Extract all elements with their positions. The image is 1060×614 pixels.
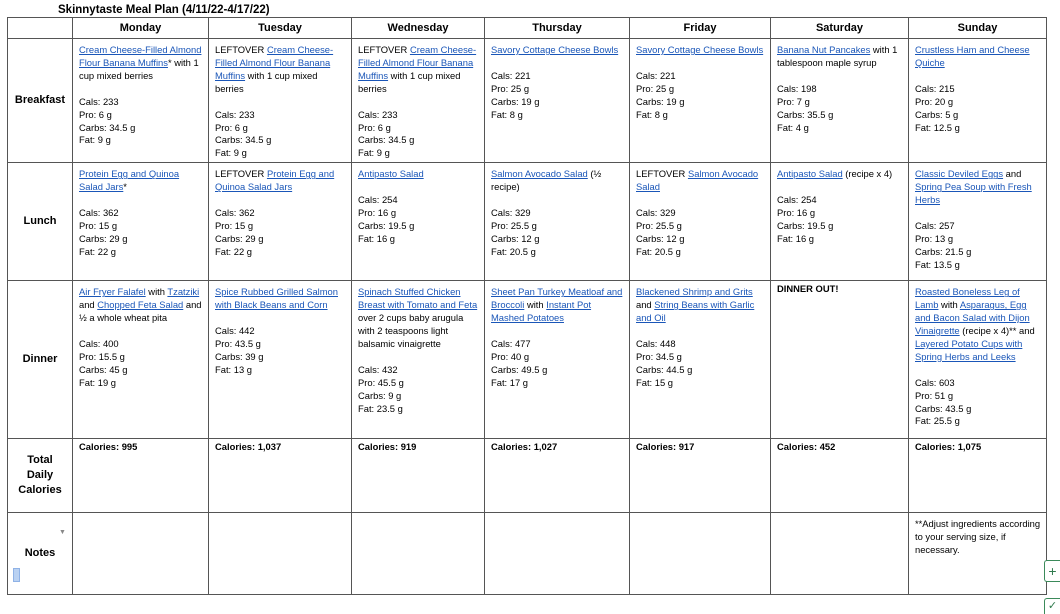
nutrition-line: Pro: 13 g [915, 232, 954, 244]
nutrition-info [636, 207, 765, 259]
total-calories-cell: Calories: 995 [73, 439, 209, 513]
nutrition-line: Carbs: 29 g [79, 232, 128, 244]
nutrition-line: Pro: 6 g [358, 121, 391, 133]
note-text [636, 515, 765, 518]
recipe-link[interactable]: Crustless Ham and Cheese Quiche [915, 44, 1030, 68]
lunch-cell [630, 163, 771, 281]
nutrition-line: Carbs: 9 g [358, 389, 402, 401]
recipe-link[interactable]: Antipasto Salad [777, 168, 843, 180]
meal-text: * with 1 cup mixed berries [79, 56, 199, 81]
recipe-link[interactable]: Spice Rubbed Grilled Salmon with Black Beans and Corn [215, 286, 338, 311]
recipe-link[interactable]: Spinach Stuffed Chicken Breast with Tomato and Feta [358, 286, 478, 311]
nutrition-line: Fat: 15 g [636, 376, 674, 388]
nutrition-line: Cals: 362 [215, 207, 255, 219]
lunch-cell [771, 163, 909, 281]
row-label-dinner: Dinner [8, 281, 73, 439]
breakfast-cell [352, 39, 485, 163]
recipe-link[interactable]: Classic Deviled Eggs [915, 168, 1004, 180]
dinner-row [8, 281, 1047, 439]
nutrition-line: Pro: 6 g [79, 108, 112, 120]
meal-text: with 1 cup mixed berries [215, 69, 318, 94]
breakfast-cell [630, 39, 771, 163]
nutrition-info [636, 70, 765, 122]
dinner-cell [209, 281, 352, 439]
notes-cell[interactable] [73, 513, 209, 595]
nutrition-line: Carbs: 29 g [215, 232, 264, 244]
nutrition-line: Cals: 198 [777, 82, 817, 94]
note-text [79, 515, 203, 518]
nutrition-info [915, 377, 1041, 429]
breakfast-row [8, 39, 1047, 163]
lunch-cell [909, 163, 1047, 281]
meal-text: and [1003, 168, 1022, 180]
total-calories-cell: Calories: 1,037 [209, 439, 352, 513]
nutrition-line: Pro: 43.5 g [215, 337, 261, 349]
nutrition-line: Cals: 257 [915, 219, 955, 231]
recipe-link[interactable]: Salmon Avocado Salad [636, 168, 759, 193]
edit-icon[interactable]: ✓ [1044, 598, 1060, 614]
nutrition-line: Pro: 15.5 g [79, 350, 125, 362]
nutrition-line: Fat: 4 g [777, 121, 809, 133]
dinner-out-label: DINNER OUT! [777, 283, 839, 295]
note-text [358, 515, 479, 518]
recipe-link[interactable]: String Beans with Garlic and Oil [636, 299, 755, 324]
meal-text: * [123, 181, 127, 193]
meal-text: with [524, 299, 547, 311]
nutrition-line: Cals: 233 [215, 108, 255, 120]
day-header: Sunday [909, 18, 1047, 39]
recipe-link[interactable]: Asparagus, Egg and Bacon Salad with Dijon Vinaigrette [915, 299, 1030, 336]
notes-cell[interactable] [352, 513, 485, 595]
nutrition-line: Fat: 17 g [491, 376, 529, 388]
nutrition-line: Cals: 233 [358, 108, 398, 120]
nutrition-line: Carbs: 19 g [636, 95, 685, 107]
notes-cell[interactable] [771, 513, 909, 595]
nutrition-info [215, 325, 346, 377]
nutrition-info [777, 194, 903, 246]
recipe-link[interactable]: Air Fryer Falafel [79, 286, 146, 298]
recipe-link[interactable]: Chopped Feta Salad [97, 299, 184, 311]
meal-text: LEFTOVER [358, 44, 410, 55]
notes-row [8, 513, 1047, 595]
nutrition-line: Pro: 45.5 g [358, 376, 404, 388]
recipe-link[interactable]: Cream Cheese-Filled Almond Flour Banana Muffins [358, 44, 477, 81]
nutrition-info [79, 96, 203, 148]
meal-text: with 1 cup mixed berries [358, 69, 461, 94]
nutrition-line: Pro: 15 g [79, 219, 118, 231]
nutrition-line: Fat: 22 g [215, 245, 253, 257]
nutrition-line: Fat: 20.5 g [636, 245, 681, 257]
recipe-link[interactable]: Cream Cheese-Filled Almond Flour Banana Muffins [79, 44, 202, 68]
lunch-cell [209, 163, 352, 281]
nutrition-info [79, 338, 203, 390]
lunch-cell [73, 163, 209, 281]
nutrition-line: Fat: 16 g [777, 232, 815, 244]
meal-description [358, 41, 479, 96]
dinner-cell [909, 281, 1047, 439]
total-calories-cell: Calories: 919 [352, 439, 485, 513]
meal-description [215, 283, 346, 312]
notes-cell[interactable] [909, 513, 1047, 595]
total-calories-row [8, 439, 1047, 513]
nutrition-line: Pro: 16 g [777, 207, 816, 219]
nutrition-line: Cals: 254 [358, 194, 398, 206]
nutrition-line: Carbs: 39 g [215, 350, 264, 362]
breakfast-cell [771, 39, 909, 163]
recipe-link[interactable]: Antipasto Salad [358, 168, 424, 180]
meal-description [636, 283, 765, 325]
nutrition-line: Fat: 20.5 g [491, 245, 536, 257]
lunch-row [8, 163, 1047, 281]
note-text [777, 515, 903, 518]
nutrition-info [358, 194, 479, 246]
meal-description [79, 165, 203, 194]
nutrition-info [215, 207, 346, 259]
meal-description [358, 283, 479, 351]
lunch-cell [485, 163, 630, 281]
day-header: Monday [73, 18, 209, 39]
nutrition-line: Pro: 16 g [358, 207, 397, 219]
nutrition-line: Fat: 23.5 g [358, 402, 403, 414]
nutrition-line: Pro: 51 g [915, 389, 954, 401]
meal-description [915, 165, 1041, 207]
dinner-cell [73, 281, 209, 439]
recipe-link[interactable]: Instant Pot Mashed Potatoes [491, 299, 592, 324]
meal-description [915, 41, 1041, 70]
nutrition-line: Fat: 12.5 g [915, 121, 960, 133]
nutrition-line: Fat: 19 g [79, 376, 117, 388]
nutrition-line: Cals: 603 [915, 376, 955, 388]
nutrition-line: Pro: 7 g [777, 95, 810, 107]
total-calories-cell: Calories: 1,027 [485, 439, 630, 513]
nutrition-info [491, 70, 624, 122]
recipe-link[interactable]: Sheet Pan Turkey Meatloaf and Broccoli [491, 286, 623, 311]
meal-description [491, 165, 624, 194]
meal-text: LEFTOVER [215, 44, 267, 55]
nutrition-line: Carbs: 19.5 g [358, 219, 415, 231]
text-cursor-marker [13, 568, 20, 582]
nutrition-line: Pro: 40 g [491, 350, 530, 362]
nutrition-line: Carbs: 35.5 g [777, 108, 834, 120]
nutrition-info [358, 109, 479, 161]
meal-description [636, 165, 765, 194]
nutrition-line: Carbs: 45 g [79, 363, 128, 375]
nutrition-line: Pro: 20 g [915, 95, 954, 107]
nutrition-info [491, 338, 624, 390]
total-calories-cell: Calories: 917 [630, 439, 771, 513]
nutrition-line: Carbs: 49.5 g [491, 363, 548, 375]
recipe-link[interactable]: Protein Egg and Quinoa Salad Jars [215, 168, 335, 193]
meal-description [491, 283, 624, 325]
add-comment-icon[interactable]: + [1044, 560, 1060, 582]
day-header: Thursday [485, 18, 630, 39]
day-header: Tuesday [209, 18, 352, 39]
meal-description [358, 165, 479, 181]
nutrition-line: Fat: 16 g [358, 232, 396, 244]
dinner-cell [352, 281, 485, 439]
nutrition-line: Cals: 233 [79, 95, 119, 107]
meal-text: LEFTOVER [636, 168, 688, 180]
note-text: **Adjust ingredients according to your serving size, if necessary. [915, 518, 1041, 556]
nutrition-info [491, 207, 624, 259]
note-text [215, 515, 346, 518]
meal-text: with 1 tablespoon maple syrup [777, 44, 898, 68]
dinner-cell [485, 281, 630, 439]
breakfast-cell [209, 39, 352, 163]
meal-text: (recipe x 4)** and [959, 324, 1035, 336]
nutrition-line: Pro: 25 g [491, 82, 530, 94]
meal-description [777, 165, 903, 181]
recipe-link[interactable]: Tzatziki [167, 286, 200, 298]
meal-description [79, 41, 203, 83]
nutrition-line: Cals: 432 [358, 363, 398, 375]
nutrition-line: Carbs: 12 g [491, 232, 540, 244]
nutrition-line: Fat: 22 g [79, 245, 117, 257]
nutrition-line: Pro: 6 g [215, 121, 248, 133]
meal-description [79, 283, 203, 325]
nutrition-line: Fat: 25.5 g [915, 415, 960, 427]
note-text [491, 515, 624, 518]
day-header: Wednesday [352, 18, 485, 39]
nutrition-line: Fat: 13 g [215, 363, 253, 375]
nutrition-line: Pro: 25 g [636, 82, 675, 94]
nutrition-line: Cals: 362 [79, 207, 119, 219]
nutrition-line: Carbs: 44.5 g [636, 363, 693, 375]
recipe-link[interactable]: Layered Potato Cups with Spring Herbs and Leeks [915, 337, 1023, 362]
page-title: Skinnytaste Meal Plan (4/11/22-4/17/22) [58, 4, 270, 16]
nutrition-info [915, 220, 1041, 272]
meal-plan-table [7, 17, 1047, 595]
nutrition-line: Carbs: 21.5 g [915, 245, 972, 257]
meal-description [491, 41, 624, 57]
nutrition-info [636, 338, 765, 390]
nutrition-line: Carbs: 34.5 g [79, 121, 136, 133]
nutrition-line: Cals: 329 [636, 207, 676, 219]
total-calories-cell: Calories: 452 [771, 439, 909, 513]
nutrition-line: Cals: 477 [491, 337, 531, 349]
meal-text: with [145, 286, 168, 298]
nutrition-line: Cals: 400 [79, 337, 119, 349]
dropdown-arrow-icon[interactable]: ▼ [59, 529, 66, 536]
corner-cell [8, 18, 73, 39]
nutrition-line: Carbs: 19.5 g [777, 219, 834, 231]
header-row [8, 18, 1047, 39]
lunch-cell [352, 163, 485, 281]
nutrition-line: Fat: 13.5 g [915, 258, 960, 270]
nutrition-line: Cals: 215 [915, 82, 955, 94]
nutrition-line: Cals: 221 [491, 69, 531, 81]
nutrition-info [215, 109, 346, 161]
meal-description [215, 41, 346, 96]
nutrition-line: Carbs: 34.5 g [358, 134, 415, 146]
recipe-link[interactable]: Roasted Boneless Leg of Lamb [915, 286, 1020, 311]
nutrition-line: Carbs: 19 g [491, 95, 540, 107]
meal-text: (recipe x 4) [842, 168, 893, 180]
recipe-link[interactable]: Salmon Avocado Salad [491, 168, 588, 180]
total-calories-cell: Calories: 1,075 [909, 439, 1047, 513]
meal-description [215, 165, 346, 194]
breakfast-cell [73, 39, 209, 163]
row-label-breakfast: Breakfast [8, 39, 73, 163]
recipe-link[interactable]: Spring Pea Soup with Fresh Herbs [915, 181, 1032, 206]
dinner-cell [771, 281, 909, 439]
nutrition-line: Carbs: 34.5 g [215, 134, 272, 146]
notes-cell[interactable] [485, 513, 630, 595]
meal-description [915, 283, 1041, 363]
nutrition-line: Fat: 9 g [215, 147, 247, 159]
nutrition-info [915, 83, 1041, 135]
row-label-lunch: Lunch [8, 163, 73, 281]
meal-text: with [938, 299, 960, 311]
nutrition-line: Pro: 25.5 g [636, 219, 682, 231]
nutrition-line: Carbs: 43.5 g [915, 402, 972, 414]
nutrition-line: Fat: 8 g [636, 108, 668, 120]
recipe-link[interactable]: Protein Egg and Quinoa Salad Jars [79, 168, 180, 193]
meal-description [777, 41, 903, 70]
nutrition-line: Cals: 221 [636, 69, 676, 81]
nutrition-line: Cals: 448 [636, 337, 676, 349]
nutrition-info [777, 83, 903, 135]
recipe-link[interactable]: Banana Nut Pancakes [777, 44, 871, 55]
meal-text: and ½ a whole wheat pita [79, 299, 202, 324]
nutrition-line: Carbs: 12 g [636, 232, 685, 244]
meal-text: LEFTOVER [215, 168, 267, 180]
nutrition-line: Cals: 329 [491, 207, 531, 219]
nutrition-info [79, 207, 203, 259]
row-label-notes: Notes [8, 513, 73, 595]
meal-description [636, 41, 765, 57]
day-header: Saturday [771, 18, 909, 39]
nutrition-line: Pro: 25.5 g [491, 219, 537, 231]
row-label-total: Total Daily Calories [8, 439, 73, 513]
recipe-link[interactable]: Cream Cheese-Filled Almond Flour Banana Muffins [215, 44, 334, 81]
nutrition-line: Fat: 9 g [358, 147, 390, 159]
nutrition-line: Fat: 8 g [491, 108, 523, 120]
nutrition-line: Pro: 34.5 g [636, 350, 682, 362]
nutrition-line: Cals: 254 [777, 194, 817, 206]
nutrition-line: Pro: 15 g [215, 219, 254, 231]
meal-text: and [636, 299, 655, 311]
notes-cell[interactable] [630, 513, 771, 595]
day-header: Friday [630, 18, 771, 39]
notes-cell[interactable] [209, 513, 352, 595]
meal-text: (½ recipe) [491, 168, 602, 193]
breakfast-cell [485, 39, 630, 163]
nutrition-line: Cals: 442 [215, 325, 255, 337]
dinner-cell [630, 281, 771, 439]
recipe-link[interactable]: Savory Cottage Cheese Bowls [491, 44, 619, 55]
nutrition-line: Fat: 9 g [79, 134, 111, 146]
nutrition-line: Carbs: 5 g [915, 108, 959, 120]
meal-text: and [79, 299, 98, 311]
breakfast-cell [909, 39, 1047, 163]
recipe-link[interactable]: Blackened Shrimp and Grits [636, 286, 753, 298]
nutrition-info [358, 364, 479, 416]
recipe-link[interactable]: Savory Cottage Cheese Bowls [636, 44, 764, 55]
meal-text: over 2 cups baby arugula with 2 teaspoons light balsamic vinaigrette [358, 312, 464, 349]
